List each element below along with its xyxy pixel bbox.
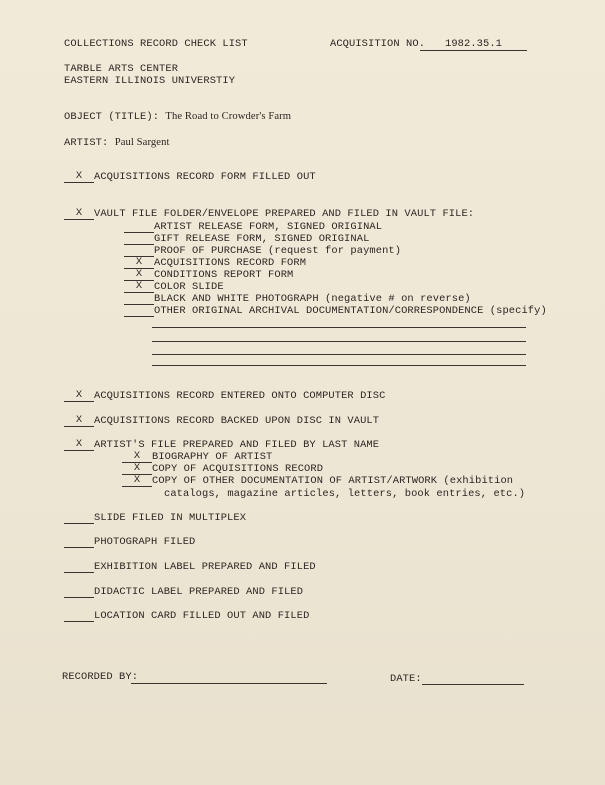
item-label: DIDACTIC LABEL PREPARED AND FILED [94,586,304,598]
university-name: EASTERN ILLINOIS UNIVERSTIY [64,75,236,87]
check-mark [64,597,94,598]
date-label: DATE: [390,673,422,685]
checklist-item-didactic-label [64,586,303,598]
item-label: COLOR SLIDE [154,281,224,293]
check-mark: X [122,451,152,463]
check-mark: X [64,208,94,220]
artist-field [64,137,170,149]
checklist-item-slide-filed [64,512,246,524]
sub-item-bw-photograph [124,293,471,305]
specify-line [152,354,526,355]
sub-item-gift-release [124,233,369,245]
object-title-value: The Road to Crowder's Farm [165,111,292,122]
acquisition-number: 1982.35.1 [444,38,503,50]
specify-line [152,341,526,342]
check-mark: X [64,439,94,451]
sub-item-biography [122,451,272,463]
check-mark: X [122,463,152,475]
item-label: ARTIST RELEASE FORM, SIGNED ORIGINAL [154,221,383,233]
sub-item-conditions-report [124,269,293,281]
item-label: COPY OF ACQUISITIONS RECORD [152,463,324,475]
item-label: SLIDE FILED IN MULTIPLEX [94,512,247,524]
specify-line [152,365,526,366]
item-label: ACQUISITIONS RECORD ENTERED ONTO COMPUTER DISC [94,390,386,402]
item-label: GIFT RELEASE FORM, SIGNED ORIGINAL [154,233,370,245]
item-label: COPY OF OTHER DOCUMENTATION OF ARTIST/ARTWORK (exhibition [152,475,514,487]
item-label: VAULT FILE FOLDER/ENVELOPE PREPARED AND FILED IN VAULT FILE: [94,208,475,220]
sub-item-other-documentation [124,305,547,317]
checklist-item-backup-disc [64,415,379,427]
item-label: EXHIBITION LABEL PREPARED AND FILED [94,561,316,573]
check-mark: X [64,415,94,427]
checklist-item-exhibition-label [64,561,316,573]
item-label: CONDITIONS REPORT FORM [154,269,294,281]
acquisition-label: ACQUISITION NO. [330,38,426,50]
artist-label: ARTIST: [64,137,109,149]
institution-name: TARBLE ARTS CENTER [64,63,179,75]
check-mark: X [64,171,94,183]
item-label: BLACK AND WHITE PHOTOGRAPH (negative # on reverse) [154,293,471,305]
checklist-item-vault-file [64,208,474,220]
check-mark [64,572,94,573]
specify-line [152,327,526,328]
check-mark: X [124,281,154,293]
sub-item-acquisitions-record [124,257,306,269]
object-label: OBJECT (TITLE): [64,111,160,123]
checklist-item-computer-disc [64,390,385,402]
item-label: OTHER ORIGINAL ARCHIVAL DOCUMENTATION/CORRESPONDENCE (specify) [154,305,547,317]
artist-name-value: Paul Sargent [114,137,170,148]
check-mark: X [64,390,94,402]
check-mark [124,316,154,317]
sub-item-proof-of-purchase [124,245,401,257]
item-label: LOCATION CARD FILLED OUT AND FILED [94,610,310,622]
check-mark [64,547,94,548]
item-label: BIOGRAPHY OF ARTIST [152,451,273,463]
checklist-item-artist-file [64,439,379,451]
check-mark [64,621,94,622]
item-label: PHOTOGRAPH FILED [94,536,196,548]
sub-item-copy-acquisitions [122,463,323,475]
checklist-item-photograph-filed [64,536,195,548]
item-label: ACQUISITIONS RECORD FORM [154,257,307,269]
check-mark [64,523,94,524]
sub-item-artist-release [124,221,382,233]
recorded-by-line [131,683,327,684]
item-label: ACQUISITIONS RECORD BACKED UPON DISC IN VAULT [94,415,380,427]
item-label: ARTIST'S FILE PREPARED AND FILED BY LAST NAME [94,439,380,451]
object-field [64,111,291,123]
check-mark: X [124,257,154,269]
item-label: PROOF OF PURCHASE (request for payment) [154,245,402,257]
check-mark: X [124,269,154,281]
sub-item-continuation: catalogs, magazine articles, letters, book entries, etc.) [164,488,526,500]
checklist-item-location-card [64,610,309,622]
checklist-item-acquisitions-form [64,171,316,183]
sub-item-copy-other-documentation [122,475,513,487]
recorded-by-label: RECORDED BY: [62,671,139,683]
date-line [422,684,524,685]
sub-item-color-slide [124,281,224,293]
check-mark: X [122,475,152,487]
form-title: COLLECTIONS RECORD CHECK LIST [64,38,248,50]
item-label: ACQUISITIONS RECORD FORM FILLED OUT [94,171,316,183]
acquisition-number-line [420,50,527,51]
